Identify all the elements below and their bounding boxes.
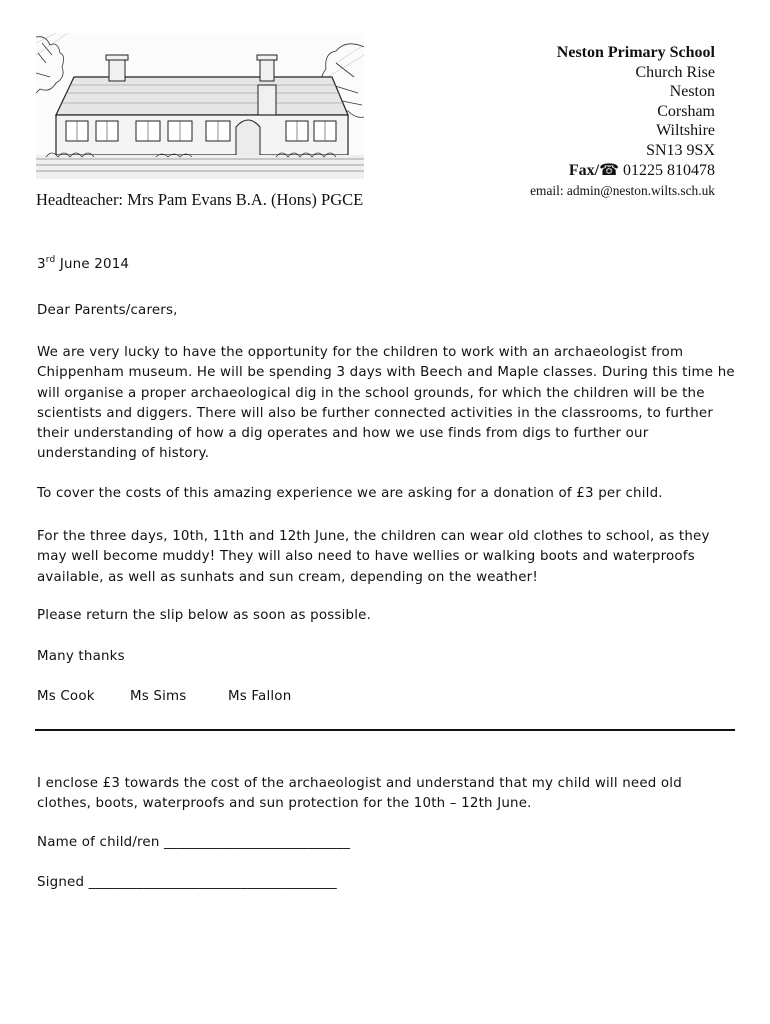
address-line: Neston <box>669 83 715 101</box>
signatory: Ms Fallon <box>228 689 292 704</box>
signed-label: Signed <box>37 875 85 890</box>
paragraph-donation: To cover the costs of this amazing experience we are asking for a donation of £3 per child. <box>37 486 663 501</box>
email-address: email: admin@neston.wilts.sch.uk <box>530 183 715 199</box>
address-line: Church Rise <box>635 63 715 81</box>
signature-field <box>37 875 337 890</box>
closing: Many thanks <box>37 649 125 664</box>
date-day: 3 <box>37 257 46 272</box>
fax-line <box>530 161 715 181</box>
address-line: Wiltshire <box>656 122 715 140</box>
school-name: Neston Primary School <box>556 44 715 61</box>
signatory: Ms Cook <box>37 689 95 704</box>
tear-off-divider <box>35 729 735 731</box>
signed-blank: ____________________________________ <box>88 875 337 890</box>
fax-label: Fax/ <box>568 161 600 179</box>
paragraph-intro: We are very lucky to have the opportunity for the children to work with an archaeologist from Chippenham museum. He will be spending 3 days with Beech and Maple classes. During this time he will organise a proper archaeological dig in the school grounds, for which the children will be the scientists and diggers. There will also be further connected activities in the classrooms, to further their understanding of how a dig operates and how we use finds from digs to further our understanding of history. <box>37 345 735 462</box>
school-address-block <box>530 43 715 200</box>
letter-date <box>37 255 129 272</box>
address-line: SN13 9SX <box>646 141 715 159</box>
telephone-icon: ☎ <box>599 161 619 179</box>
child-name-field <box>37 835 350 850</box>
paragraph-return-slip: Please return the slip below as soon as possible. <box>37 608 372 623</box>
signatory: Ms Sims <box>130 689 187 704</box>
child-name-label: Name of child/ren <box>37 835 160 850</box>
address-line: Corsham <box>657 102 715 120</box>
fax-number: 01225 810478 <box>623 161 715 179</box>
date-suffix: rd <box>45 255 56 265</box>
headteacher-name: Headteacher: Mrs Pam Evans B.A. (Hons) PGCE <box>36 190 364 209</box>
slip-statement: I enclose £3 towards the cost of the archaeologist and understand that my child will need old clothes, boots, waterproofs and sun protection for the 10th – 12th June. <box>37 776 682 812</box>
child-name-blank: ___________________________ <box>164 835 351 850</box>
salutation: Dear Parents/carers, <box>37 303 178 318</box>
date-month-year: June 2014 <box>55 257 130 272</box>
school-building-illustration <box>36 33 364 179</box>
signatories <box>37 689 291 704</box>
paragraph-clothing: For the three days, 10th, 11th and 12th June, the children can wear old clothes to school, as they may well become muddy! They will also need to have wellies or walking boots and waterproofs available, as well as sunhats and sun cream, depending on the weather! <box>37 529 710 585</box>
